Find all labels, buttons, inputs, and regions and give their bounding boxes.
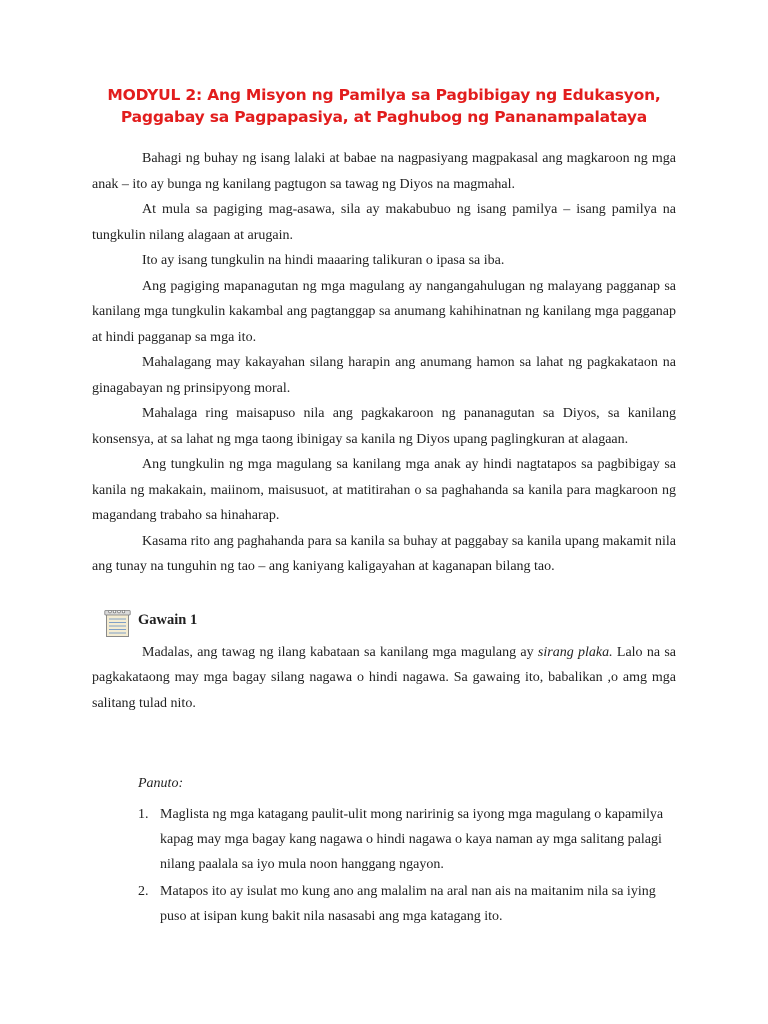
paragraph: Kasama rito ang paghahanda para sa kanila sa buhay at paggabay sa kanila upang makamit nila ang tunay na tunguhin ng tao – ang kaniyang kaligayahan at kaganapan bilang tao. (92, 533, 676, 574)
activity-text-before: Madalas, ang tawag ng ilang kabataan sa kanilang mga magulang ay (142, 644, 538, 660)
instructions-label: Panuto: (138, 776, 184, 791)
notepad-icon (104, 608, 132, 638)
paragraph: Bahagi ng buhay ng isang lalaki at babae na nagpasiyang magpakasal ang magkaroon ng mga anak – ito ay bunga ng kanilang pagtugon sa tawag ng Diyos na magmahal. (92, 151, 676, 192)
paragraph: At mula sa pagiging mag-asawa, sila ay makabubuo ng isang pamilya – isang pamilya na tungkulin nilang alagaan at arugain. (92, 202, 676, 243)
list-item-number: 2. (138, 884, 149, 899)
paragraph: Mahalagang may kakayahan silang harapin ang anumang hamon sa lahat ng pagkakataon na ginagabayan ng prinsipyong moral. (92, 355, 676, 396)
list-item (92, 879, 676, 929)
module-title-text: Ang Misyon ng Pamilya sa Pagbibigay ng Edukasyon, Paggabay sa Pagpapasiya, at Paghubog ng Pananampalataya (120, 86, 661, 126)
paragraph: Ito ay isang tungkulin na hindi maaaring talikuran o ipasa sa iba. (142, 253, 505, 268)
intro-section (92, 146, 676, 580)
module-number: MODYUL 2: (107, 86, 202, 104)
instructions-list (92, 802, 676, 929)
activity-text-italic: sirang plaka. (537, 644, 613, 660)
activity-header (92, 606, 676, 636)
module-title (92, 84, 676, 128)
list-item-text: Matapos ito ay isulat mo kung ano ang malalim na aral nan ais na maitanim nila sa iying puso at isipan kung bakit nila nasasabi ang mga katagang ito. (160, 884, 656, 924)
module-page (92, 84, 676, 931)
paragraph: Mahalaga ring maisapuso nila ang pagkakaroon ng pananagutan sa Diyos, sa kanilang konsensya, at sa lahat ng mga taong ibinigay sa kanila ng Diyos upang paglingkuran at alagaan. (92, 406, 676, 447)
activity-title: Gawain 1 (138, 611, 198, 628)
paragraph: Ang tungkulin ng mga magulang sa kanilang mga anak ay hindi nagtatapos sa pagbibigay sa kanila ng makakain, maiinom, maisusuot, at matitirahan o sa paghahanda sa kanila para magkaroon ng magandang trabaho sa hinaharap. (92, 457, 676, 523)
list-item-text: Maglista ng mga katagang paulit-ulit mong naririnig sa iyong mga magulang o kapamilya kapag may mga bagay kang nagawa o hindi nagawa o kaya naman ay mga salitang palagi nilang paalala sa iyo mula noon hanggang ngayon. (160, 807, 664, 872)
list-item-number: 1. (138, 807, 149, 822)
list-item (92, 802, 676, 877)
activity-text-after: Lalo na sa pagkakataong may mga bagay silang nagawa o hindi nagawa. Sa gawaing ito, babalikan ,o amg mga salitang tulad nito. (92, 644, 677, 711)
activity-paragraph (92, 640, 676, 717)
paragraph: Ang pagiging mapanagutan ng mga magulang ay nangangahulugan ng malayang pagganap sa kanilang mga tungkulin kakambal ang pagtanggap sa anumang kahihinatnan ng kanilang mga pagganap at hindi pagganap sa mga ito. (92, 278, 676, 345)
